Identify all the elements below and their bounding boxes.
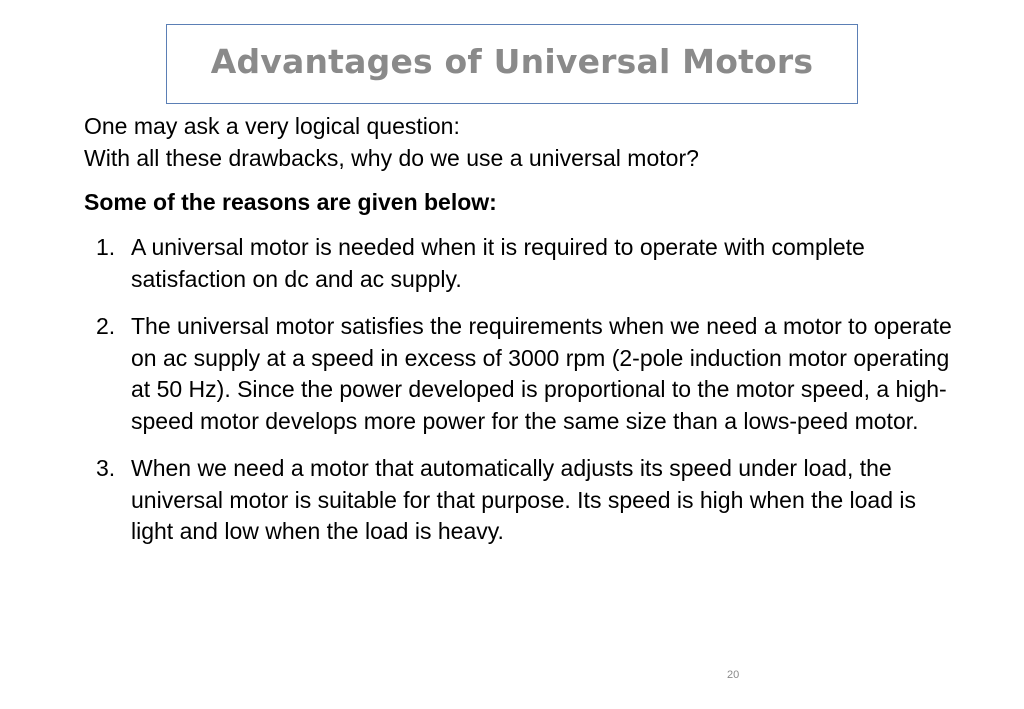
page-number: 20 [727,669,740,681]
list-item [84,311,964,437]
list-item [84,453,964,548]
intro-drawbacks: With all these drawbacks, why do we use a universal motor? [84,145,699,171]
list-text: When we need a motor that automatically adjusts its speed under load, the universal motor is suitable for that purpose. Its speed is high when the load is light and low when the load is heavy. [131,455,916,544]
list-text: A universal motor is needed when it is required to operate with complete satisfaction on dc and ac supply. [131,234,865,292]
intro-text [84,110,699,174]
list-text: The universal motor satisfies the requirements when we need a motor to operate on ac supply at a speed in excess of 3000 rpm (2-pole induction motor operating at 50 Hz). Since the power developed is proportional to the motor speed, a high-speed motor develops more power for the same size than a lows-peed motor. [131,313,952,434]
intro-question: One may ask a very logical question: [84,113,460,139]
list-number: 2. [96,313,116,339]
reasons-list [84,232,964,564]
list-number: 1. [96,234,116,260]
list-item [84,232,964,295]
reasons-heading: Some of the reasons are given below: [84,189,497,215]
list-number: 3. [96,455,116,481]
title-box [166,24,858,104]
slide-title: Advantages of Universal Motors [210,41,814,81]
